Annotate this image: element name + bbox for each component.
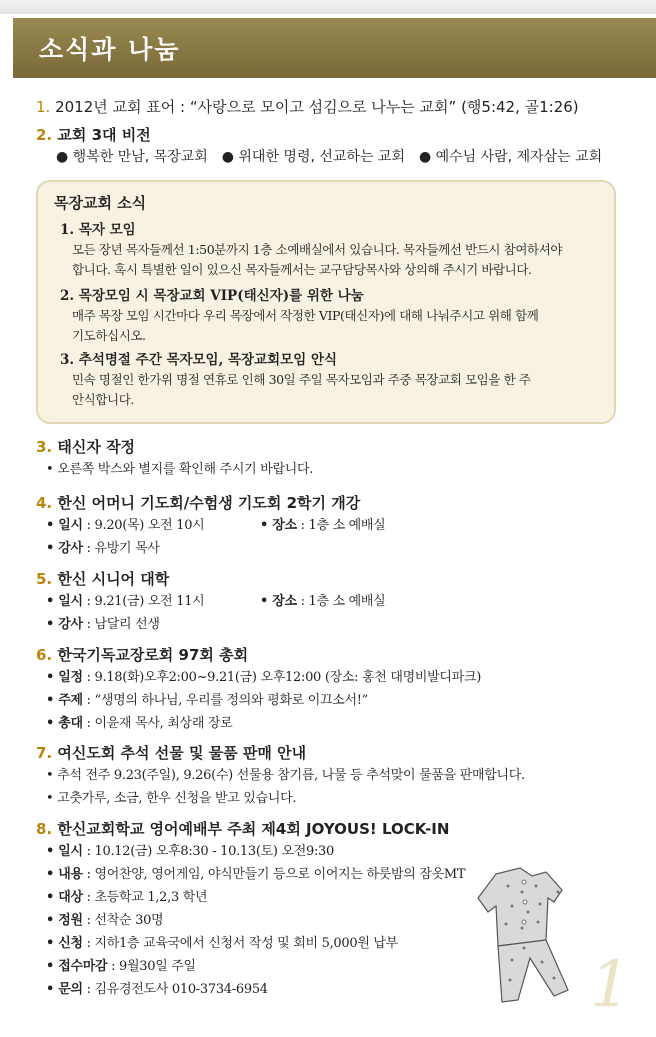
bullet-line (46, 978, 465, 1001)
bullet-value: : 선착순 30명 (82, 913, 164, 928)
bullet-value: : 김유경전도사 010-3734-6954 (82, 982, 268, 997)
item-number: 3. (36, 438, 53, 456)
page-title: 소식과 나눔 (39, 35, 181, 64)
page-number: 1 (590, 948, 631, 1022)
bullet-key: • 일시 (46, 844, 83, 859)
news-item-body: 합니다. 혹시 특별한 일이 있으신 목자들께서는 교구담당목사와 상의해 주시기 바랍니다. (72, 262, 532, 277)
news-item-heading: 3. 추석명절 주간 목자모임, 목장교회모임 안식 (60, 352, 338, 368)
bullet-value: : 1층 소 예배실 (296, 518, 386, 533)
bullet-key: • 신청 (46, 936, 83, 951)
news-item-body: 기도하십시오. (72, 328, 146, 343)
bullet-key: • 총대 (46, 716, 83, 731)
news-item-heading: 1. 목자 모임 (60, 222, 136, 238)
bullet-value: : “생명의 하나님, 우리를 정의와 평화로 이끄소서!” (82, 693, 369, 708)
bullet-pair (36, 514, 464, 537)
section-newcomer (36, 436, 313, 481)
section-lock-in (36, 818, 465, 1001)
bullet-line (46, 666, 481, 689)
bullet-key: • 일정 (46, 670, 83, 685)
bullet-key: • 대상 (46, 890, 83, 905)
news-box-title: 목장교회 소식 (54, 194, 147, 212)
section-title-text: 한신교회학교 영어예배부 주최 제4회 JOYOUS! LOCK-IN (57, 820, 450, 838)
vision-bullet: ● 행복한 만남, 목장교회 (56, 149, 208, 165)
bullet-line (46, 590, 250, 613)
bullet-key: • 강사 (46, 541, 83, 556)
bullet-line (46, 840, 465, 863)
section-title (36, 644, 481, 666)
bullet-key: • 강사 (46, 617, 83, 632)
section-title-text: 여신도회 추석 선물 및 물품 판매 안내 (57, 744, 307, 762)
bullet-line (46, 689, 481, 712)
news-item (60, 350, 600, 410)
bullet-pair (36, 590, 464, 613)
bullet-line (260, 514, 464, 537)
bullet-line: • 오른쪽 박스와 별지를 확인해 주시기 바랍니다. (46, 462, 314, 477)
vision-title-text: 교회 3대 비전 (57, 126, 151, 144)
vision-bullet: ● 예수님 사람, 제자삼는 교회 (418, 149, 603, 165)
bullet-value: : 10.12(금) 오후8:30 - 10.13(토) 오전9:30 (82, 844, 334, 859)
bullet-line (46, 514, 250, 537)
vision-title (36, 124, 626, 146)
bullet-value: : 9.21(금) 오전 11시 (82, 594, 205, 609)
bullet-line (46, 863, 465, 886)
vision-bullets (56, 146, 626, 168)
news-item-body: 모든 장년 목자들께선 1:50분까지 1층 소예배실에서 있습니다. 목자들께선 반드시 참여하셔야 (72, 242, 563, 257)
item-number: 5. (36, 570, 53, 588)
bullet-line (46, 712, 481, 735)
bullet-value: : 남달리 선생 (82, 617, 160, 632)
bullet-value: : 9.18(화)오후2:00~9.21(금) 오후12:00 (장소: 홍천 대명비발디파크) (82, 670, 481, 685)
bullet-key: • 문의 (46, 982, 83, 997)
bullet-line (46, 886, 465, 909)
bullet-line: • 추석 전주 9.23(주일), 9.26(수) 선물용 참기름, 나물 등 추석맞이 물품을 판매합니다. (46, 768, 525, 783)
section-general-assembly (36, 644, 481, 735)
section-title (36, 742, 525, 764)
motto-line (36, 96, 626, 118)
item-number: 2. (36, 126, 53, 144)
news-item (60, 220, 600, 280)
section-mothers-prayer (36, 492, 464, 560)
cell-church-news-box (36, 180, 616, 424)
section-title-text: 태신자 작정 (57, 438, 136, 456)
item-number: 7. (36, 744, 53, 762)
header-bar (13, 18, 656, 78)
news-item-body: 안식합니다. (72, 392, 134, 407)
bullet-value: : 초등학교 1,2,3 학년 (82, 890, 208, 905)
bullet-key: • 접수마감 (46, 959, 108, 974)
section-title (36, 436, 313, 458)
intro-items (36, 96, 626, 168)
bullet-line (46, 537, 464, 560)
item-number: 6. (36, 646, 53, 664)
section-title (36, 818, 465, 840)
motto-text: 2012년 교회 표어 : “사랑으로 모이고 섬김으로 나누는 교회” (행5:42, 골1:26) (55, 98, 579, 116)
section-womens-sale (36, 742, 525, 810)
bullet-line: • 고춧가루, 소금, 한우 신청을 받고 있습니다. (46, 791, 297, 806)
bullet-key: • 일시 (46, 518, 83, 533)
bullet-key: • 장소 (260, 594, 297, 609)
bullet-value: : 유방기 목사 (82, 541, 160, 556)
bullet-line (46, 955, 465, 978)
bullet-value: : 9월30일 주일 (107, 959, 196, 974)
section-title-text: 한신 어머니 기도회/수험생 기도회 2학기 개강 (57, 494, 361, 512)
news-item (60, 286, 600, 346)
bullet-key: • 주제 (46, 693, 83, 708)
bullet-key: • 일시 (46, 594, 83, 609)
bullet-value: : 9.20(목) 오전 10시 (82, 518, 205, 533)
bullet-key: • 장소 (260, 518, 297, 533)
item-number: 1. (36, 98, 51, 116)
section-title-text: 한국기독교장로회 97회 총회 (57, 646, 249, 664)
bullet-key: • 내용 (46, 867, 83, 882)
section-title (36, 492, 464, 514)
bullet-line (260, 590, 464, 613)
section-senior-college (36, 568, 464, 636)
pajama-illustration (458, 862, 588, 1012)
bullet-value: : 지하1층 교육국에서 신청서 작성 및 회비 5,000원 납부 (82, 936, 398, 951)
bullet-line (46, 932, 465, 955)
top-rule (0, 0, 656, 14)
bullet-value: : 1층 소 예배실 (296, 594, 386, 609)
section-title (36, 568, 464, 590)
news-item-body: 민속 명절인 한가위 명절 연휴로 인해 30일 주일 목자모임과 주중 목장교회 모임을 한 주 (72, 372, 531, 387)
section-title-text: 한신 시니어 대학 (57, 570, 170, 588)
bullet-value: : 이윤재 목사, 최상래 장로 (82, 716, 233, 731)
item-number: 4. (36, 494, 53, 512)
bullet-value: : 영어찬양, 영어게임, 야식만들기 등으로 이어지는 하룻밤의 잠옷MT (82, 867, 466, 882)
bullet-line (46, 613, 464, 636)
news-item-body: 매주 목장 모임 시간마다 우리 목장에서 작정한 VIP(태신자)에 대해 나눠주시고 위해 함께 (72, 308, 539, 323)
bullet-line (46, 909, 465, 932)
vision-bullet: ● 위대한 명령, 선교하는 교회 (221, 149, 405, 165)
news-item-heading: 2. 목장모임 시 목장교회 VIP(태신자)를 위한 나눔 (60, 288, 364, 304)
item-number: 8. (36, 820, 53, 838)
bullet-key: • 정원 (46, 913, 83, 928)
